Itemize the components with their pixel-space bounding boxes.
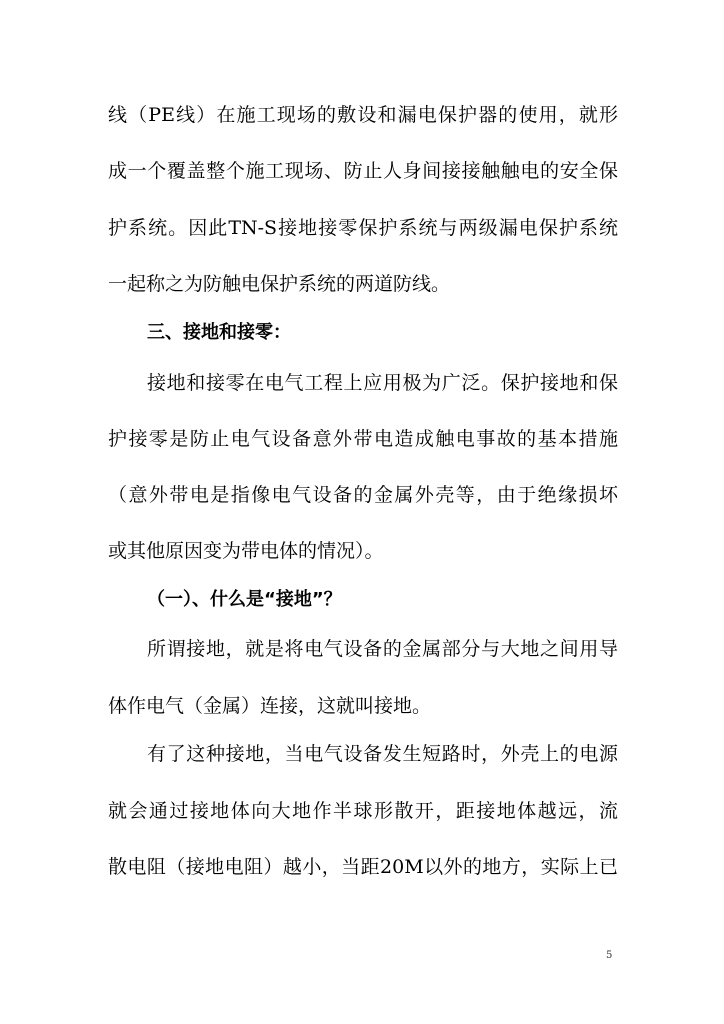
paragraph-line: （意外带电是指像电气设备的金属外壳等，由于绝缘损坏 bbox=[108, 484, 618, 506]
paragraph-line: 有了这种接地，当电气设备发生短路时，外壳上的电源 bbox=[147, 743, 618, 765]
paragraph-line: 成一个覆盖整个施工现场、防止人身间接接触触电的安全保 bbox=[108, 160, 618, 182]
paragraph-line: 接地和接零在电气工程上应用极为广泛。保护接地和保 bbox=[147, 372, 618, 394]
paragraph-line: 护接零是防止电气设备意外带电造成触电事故的基本措施 bbox=[108, 428, 618, 450]
section-heading: 三、接地和接零： bbox=[147, 322, 291, 343]
paragraph-line: 体作电气（金属）连接，这就叫接地。 bbox=[108, 695, 432, 717]
paragraph-line: 线（PE线）在施工现场的敷设和漏电保护器的使用，就形 bbox=[108, 104, 618, 126]
paragraph-line: 就会通过接地体向大地作半球形散开，距接地体越远，流 bbox=[108, 800, 618, 822]
page-number: 5 bbox=[606, 950, 613, 961]
paragraph-line: 护系统。因此TN-S接地接零保护系统与两级漏电保护系统 bbox=[108, 217, 618, 239]
paragraph-line: 散电阻（接地电阻）越小，当距20M以外的地方，实际上已 bbox=[108, 856, 618, 878]
subsection-heading: （一）、什么是“接地”？ bbox=[147, 589, 342, 610]
paragraph-line: 或其他原因变为带电体的情况）。 bbox=[108, 540, 384, 562]
paragraph-line: 一起称之为防触电保护系统的两道防线。 bbox=[108, 273, 451, 295]
paragraph-line: 所谓接地，就是将电气设备的金属部分与大地之间用导 bbox=[147, 638, 618, 660]
